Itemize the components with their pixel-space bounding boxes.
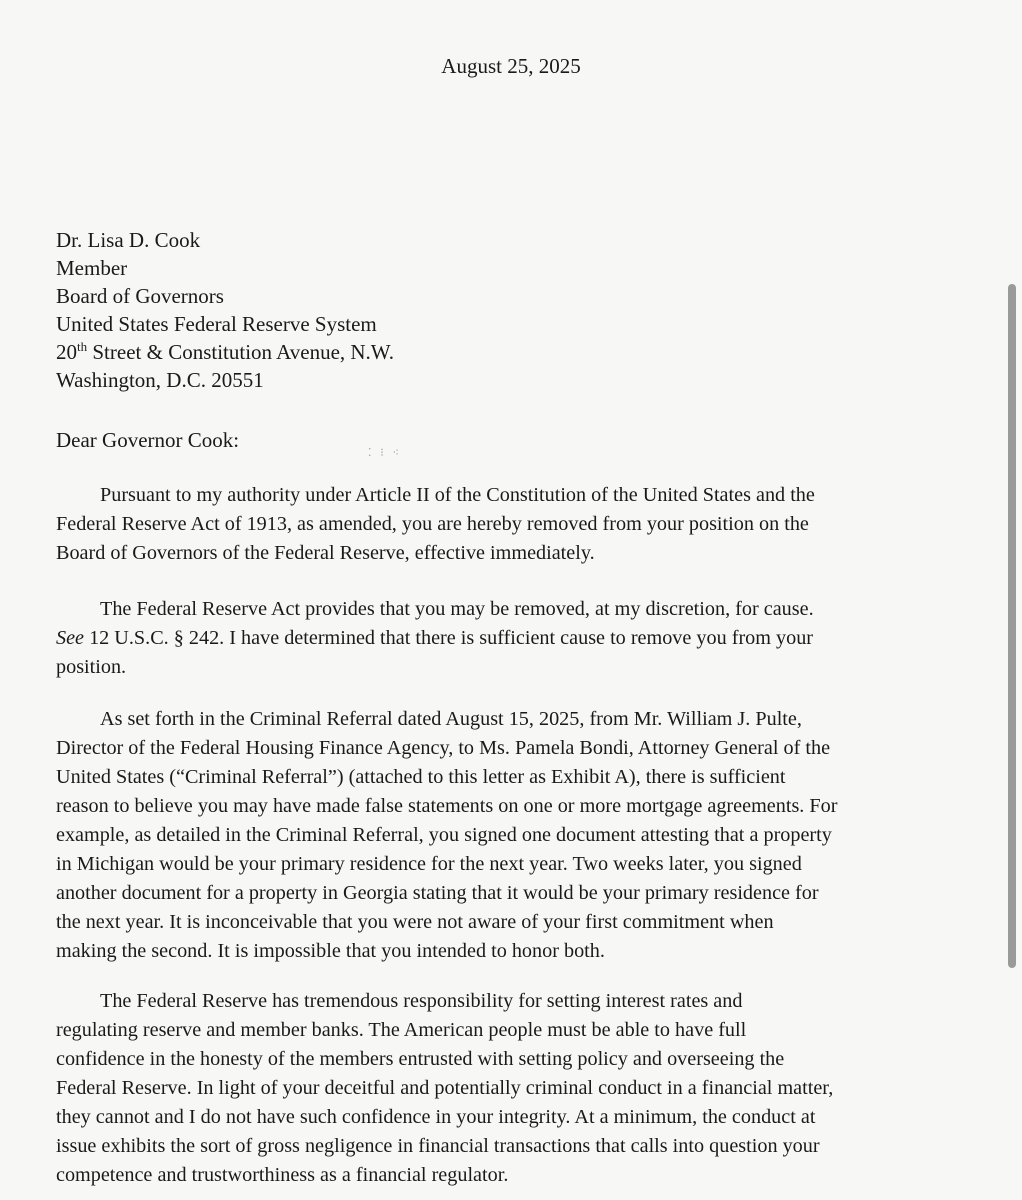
paragraph-line: competence and trustworthiness as a financial regulator.	[56, 1164, 509, 1186]
paragraph-line: Federal Reserve Act of 1913, as amended, you are hereby removed from your position on the	[56, 513, 809, 535]
see-citation-signal: See	[56, 627, 85, 649]
paragraph-line: issue exhibits the sort of gross negligence in financial transactions that calls into question your	[56, 1135, 820, 1157]
paragraph-line: example, as detailed in the Criminal Referral, you signed one document attesting that a property	[56, 824, 832, 846]
scrollbar-thumb[interactable]	[1008, 284, 1016, 968]
paragraph-line: reason to believe you may have made false statements on one or more mortgage agreements. For	[56, 795, 838, 817]
recipient-title: Member	[56, 256, 128, 280]
paragraph-line: another document for a property in Georgia stating that it would be your primary residence for	[56, 882, 819, 904]
paragraph-line: they cannot and I do not have such confidence in your integrity. At a minimum, the conduct at	[56, 1106, 816, 1128]
paragraph-line: The Federal Reserve has tremendous responsibility for setting interest rates and	[100, 990, 743, 1012]
paragraph-line: making the second. It is impossible that you intended to honor both.	[56, 940, 605, 962]
recipient-address	[56, 226, 394, 394]
citation-text: 12 U.S.C. § 242. I have determined that there is sufficient cause to remove you from your	[84, 627, 814, 649]
recipient-city: Washington, D.C. 20551	[56, 368, 264, 392]
paragraph-responsibility	[56, 987, 996, 1190]
paragraph-line: As set forth in the Criminal Referral dated August 15, 2025, from Mr. William J. Pulte,	[100, 708, 802, 730]
street-rest: Street & Constitution Avenue, N.W.	[87, 340, 394, 364]
paragraph-line: the next year. It is inconceivable that you were not aware of your first commitment when	[56, 911, 774, 933]
letter-date: August 25, 2025	[441, 54, 581, 78]
recipient-name: Dr. Lisa D. Cook	[56, 228, 201, 252]
paragraph-line: in Michigan would be your primary residence for the next year. Two weeks later, you signed	[56, 853, 802, 875]
paragraph-criminal-referral	[56, 705, 996, 966]
scan-speck-mark: ⁚ ⁝ ⁖	[368, 447, 402, 459]
paragraph-line: The Federal Reserve Act provides that you may be removed, at my discretion, for cause.	[100, 598, 814, 620]
paragraph-line: regulating reserve and member banks. The American people must be able to have full	[56, 1019, 747, 1041]
recipient-street	[56, 338, 394, 366]
paragraph-line: Pursuant to my authority under Article II of the Constitution of the United States and the	[100, 484, 815, 506]
street-number: 20	[56, 340, 77, 364]
paragraph-removal	[56, 481, 996, 568]
paragraph-cause	[56, 595, 996, 682]
recipient-organization: United States Federal Reserve System	[56, 312, 377, 336]
paragraph-line: Board of Governors of the Federal Reserve, effective immediately.	[56, 542, 595, 564]
paragraph-line: position.	[56, 656, 127, 678]
paragraph-line: United States (“Criminal Referral”) (attached to this letter as Exhibit A), there is sufficient	[56, 766, 786, 788]
street-ordinal-suffix: th	[77, 339, 88, 354]
paragraph-line: confidence in the honesty of the members entrusted with setting policy and overseeing the	[56, 1048, 785, 1070]
recipient-board: Board of Governors	[56, 284, 224, 308]
paragraph-line	[56, 624, 996, 653]
paragraph-line: Federal Reserve. In light of your deceitful and potentially criminal conduct in a financial matter,	[56, 1077, 834, 1099]
paragraph-line: Director of the Federal Housing Finance Agency, to Ms. Pamela Bondi, Attorney General of the	[56, 737, 831, 759]
salutation: Dear Governor Cook:	[56, 428, 240, 452]
